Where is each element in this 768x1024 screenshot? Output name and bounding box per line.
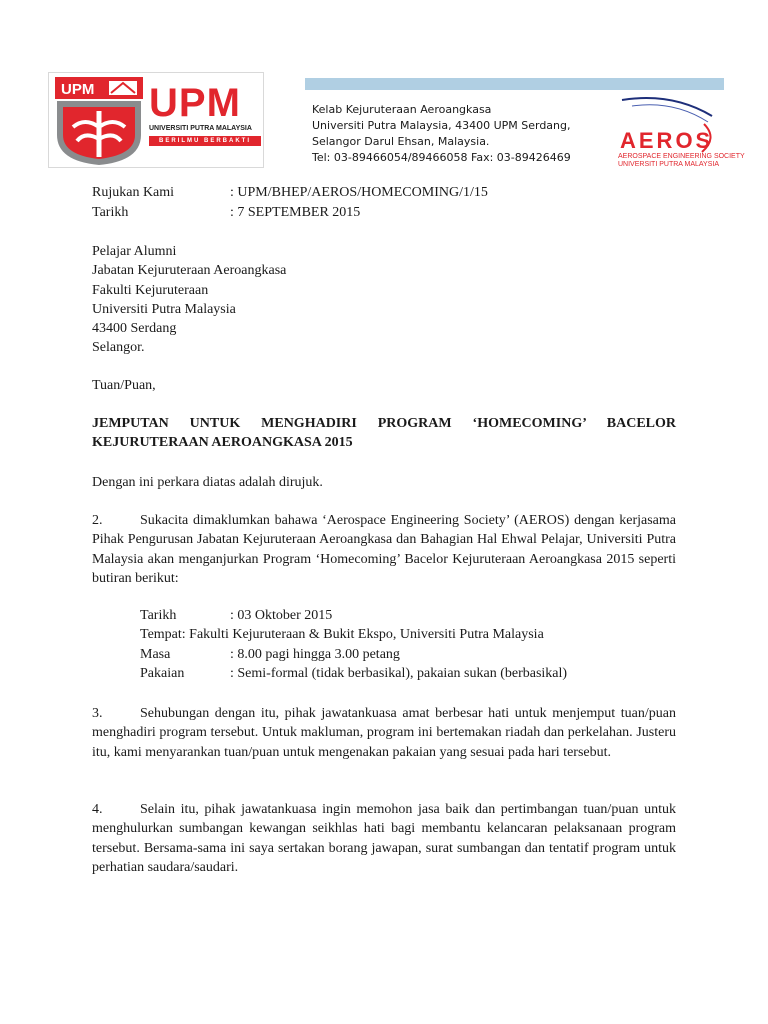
aeros-logo [612,94,745,174]
emblem-badge-text: UPM [61,81,95,98]
reference-label: Rujukan Kami [92,185,175,200]
paragraph-text: Sehubungan dengan itu, pihak jawatankuasa amat berbesar hati untuk menjemput tuan/puan menghadiri program tersebut. Untuk makluman, program ini bertemakan riadah dan perkelahan. Justeru itu, kami menyarankan tuan/puan untuk mengenakan pakaian yang sesuai pada hari tersebut. [92,706,676,760]
recipient-line: Fakulti Kejuruteraan [92,282,209,298]
upm-emblem-icon [55,77,143,165]
upm-wordmark: UPM [149,81,241,125]
aeros-society-name: AEROSPACE ENGINEERING SOCIETY [618,153,745,160]
detail-venue: Tempat: Fakulti Kejuruteraan & Bukit Ekspo, Universiti Putra Malaysia [140,627,544,643]
letter-subject: JEMPUTAN UNTUK MENGHADIRI PROGRAM ‘HOMECOMING’ BACELOR KEJURUTERAAN AEROANGKASA 2015 [92,416,676,450]
university-name: UNIVERSITI PUTRA MALAYSIA [149,125,252,132]
detail-row-date [140,606,680,625]
club-address-line-2: Selangor Darul Ehsan, Malaysia. [312,135,490,148]
detail-row-attire [140,664,680,683]
detail-label: Tarikh [140,608,177,623]
aeros-university-name: UNIVERSITI PUTRA MALAYSIA [618,161,720,168]
detail-value: : Semi-formal (tidak berbasikal), pakaian sukan (berbasikal) [230,665,568,681]
detail-row-venue [140,625,680,644]
club-address-block [312,102,612,166]
paragraph-number: 3. [92,706,103,721]
upm-logo [48,72,264,168]
recipient-address [92,242,286,358]
event-details [140,606,680,683]
date-value: : 7 SEPTEMBER 2015 [230,205,361,220]
detail-value: : 03 Oktober 2015 [230,608,333,623]
aeros-wordmark: AEROS [620,128,714,153]
club-name: Kelab Kejuruteraan Aeroangkasa [312,103,492,116]
recipient-line: Universiti Putra Malaysia [92,301,236,317]
salutation: Tuan/Puan, [92,378,156,393]
reference-value: : UPM/BHEP/AEROS/HOMECOMING/1/15 [230,185,488,200]
paragraph-number: 4. [92,802,103,817]
date-label: Tarikh [92,205,129,220]
recipient-line: Jabatan Kejuruteraan Aeroangkasa [92,263,287,279]
paragraph-text: Sukacita dimaklumkan bahawa ‘Aerospace Engineering Society’ (AEROS) dengan kerjasama Pihak Pengurusan Jabatan Kejuruteraan Aeroangkasa dan Bahagian Hal Ehwal Pelajar, Universiti Putra Malaysia akan menganjurkan Program ‘Homecoming’ Bacelor Kejuruteraan Aeroangkasa 2015 seperti butiran berikut: [92,513,676,586]
paragraph-4 [92,800,676,877]
recipient-line: Pelajar Alumni [92,244,177,259]
recipient-line: 43400 Serdang [92,321,177,337]
paragraph-text: Selain itu, pihak jawatankuasa ingin memohon jasa baik dan pertimbangan tuan/puan untuk menghulurkan sumbangan kewangan seikhlas hati bagi membantu kelancaran pelaksanaan program tersebut. Bersama-sama ini saya sertakan borang jawapan, surat sumbangan dan tentatif program untuk perhatian saudara/saudari. [92,802,676,875]
opening-line: Dengan ini perkara diatas adalah dirujuk. [92,475,323,490]
paragraph-3 [92,704,676,762]
club-address-line-1: Universiti Putra Malaysia, 43400 UPM Serdang, [312,119,571,132]
paragraph-number: 2. [92,513,103,528]
detail-label: Pakaian [140,665,185,681]
club-contact: Tel: 03-89466054/89466058 Fax: 03-89426469 [312,151,571,164]
paragraph-2 [92,511,676,588]
recipient-line: Selangor. [92,340,145,356]
university-motto: BERILMU BERBAKTI [149,136,261,146]
detail-label: Masa [140,646,171,662]
detail-value: : 8.00 pagi hingga 3.00 petang [230,646,400,662]
header-accent-bar [305,78,724,90]
detail-row-time [140,645,680,664]
